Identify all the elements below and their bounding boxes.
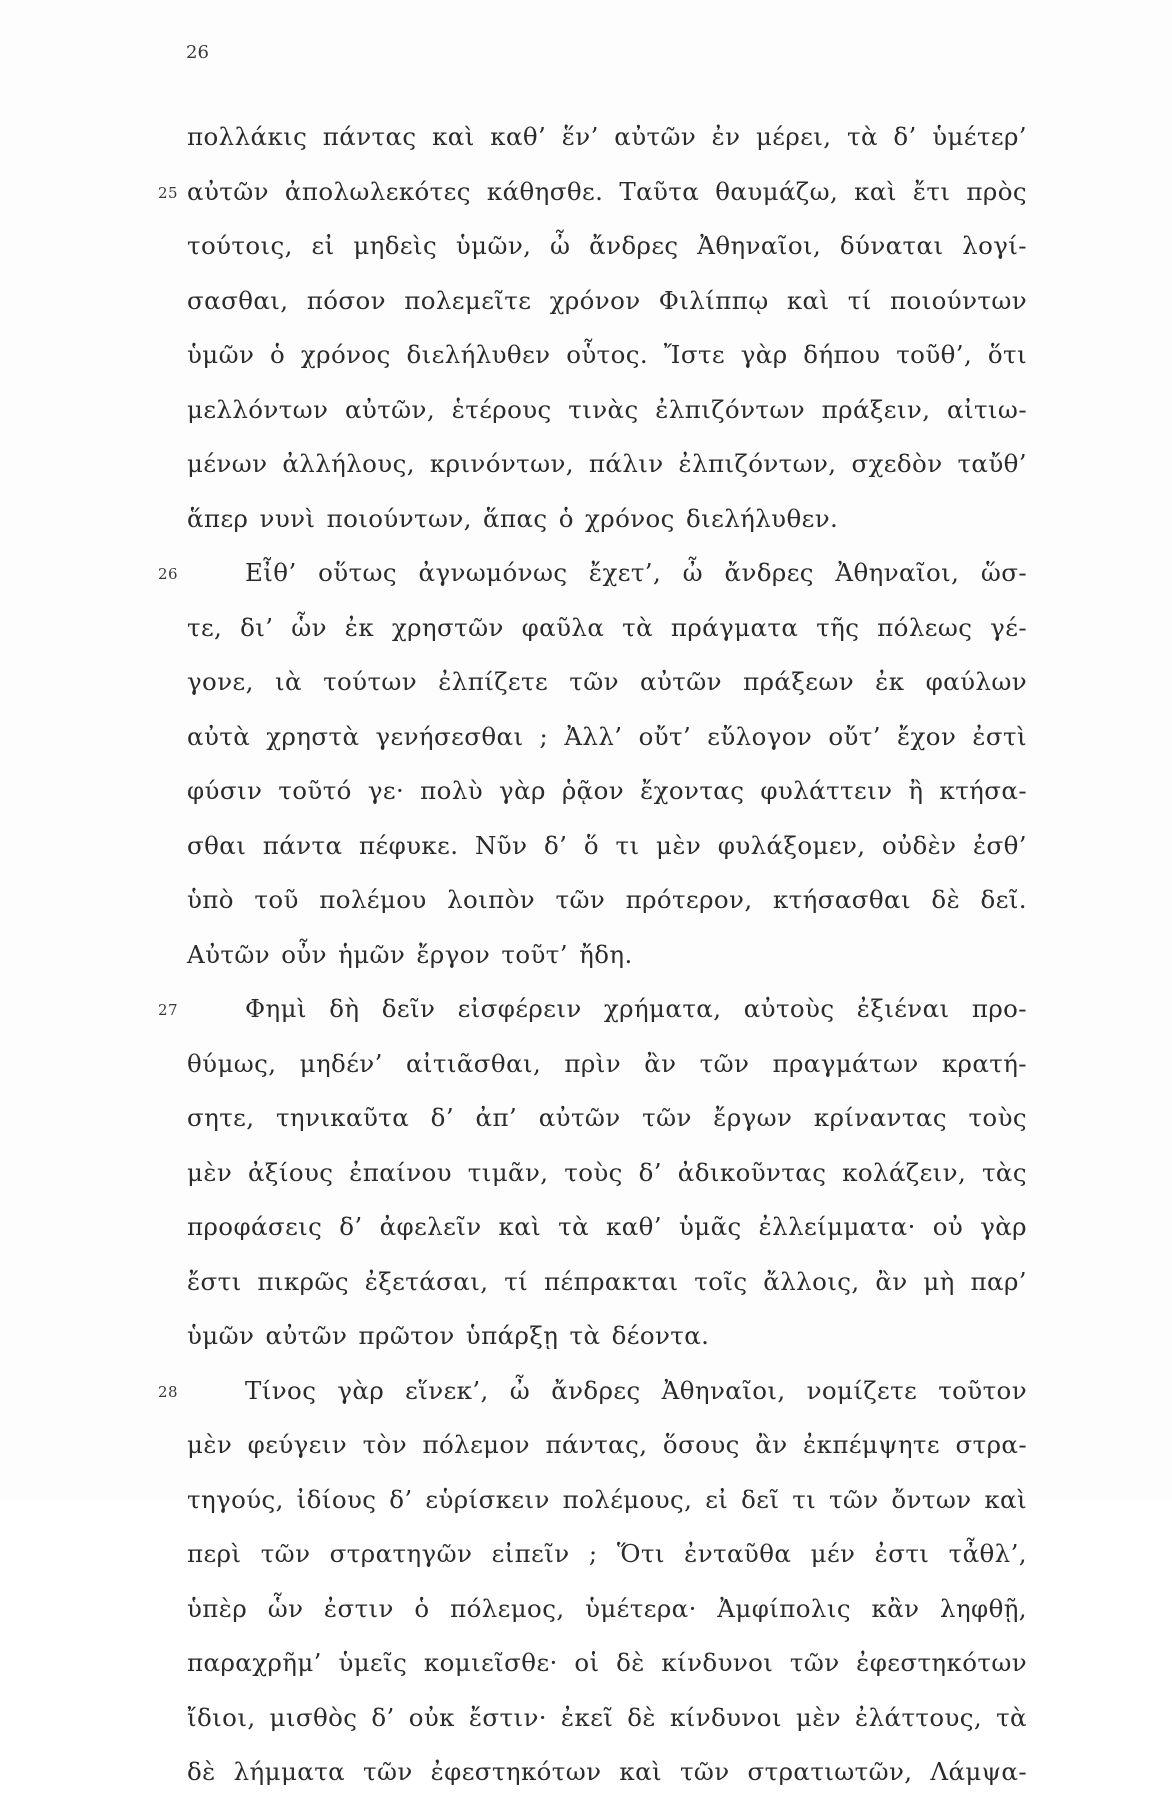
line-text: μελλόντων αὐτῶν, ἑτέρους τινὰς ἐλπιζόντων πράξειν, αἰτιω- <box>187 394 1027 424</box>
section-number: 25 <box>158 183 178 202</box>
section-number: 27 <box>158 1001 178 1019</box>
line-text: τηγούς, ἰδίους δ’ εὑρίσκειν πολέμους, εἰ δεῖ τι τῶν ὄντων καὶ <box>187 1484 1027 1514</box>
section-number: 26 <box>158 565 178 583</box>
paragraph-first-line <box>158 982 1027 1037</box>
line-text: περὶ τῶν στρατηγῶν εἰπεῖν ; Ὅτι ἐνταῦθα μέν ἐστι τἆθλ’, <box>187 1539 1027 1568</box>
text-line <box>187 492 1027 547</box>
line-text: ὑπὸ τοῦ πολέμου λοιπὸν τῶν πρότερον, κτήσασθαι δὲ δεῖ. <box>187 885 1027 914</box>
text-line <box>187 219 1027 274</box>
line-text: αὐτῶν ἀπολωλεκότες κάθησθε. Ταῦτα θαυμάζω, καὶ ἔτι πρὸς <box>187 176 1027 206</box>
text-line <box>187 819 1027 874</box>
line-text: μένων ἀλλήλους, κρινόντων, πάλιν ἐλπιζόντων, σχεδὸν ταὔθ’ <box>187 449 1027 478</box>
page-number: 26 <box>186 42 209 63</box>
line-text: σθαι πάντα πέφυκε. Νῦν δ’ ὅ τι μὲν φυλάξομεν, οὐδὲν ἐσθ’ <box>187 830 1027 860</box>
text-line <box>187 655 1027 710</box>
paragraph-first-line <box>158 1364 1027 1419</box>
text-line <box>187 710 1027 765</box>
line-text: Φημὶ δὴ δεῖν εἰσφέρειν χρήματα, αὐτοὺς ἐξιέναι προ- <box>245 994 1027 1023</box>
line-text: μὲν φεύγειν τὸν πόλεμον πάντας, ὅσους ἂν ἐκπέμψητε στρα- <box>187 1430 1027 1459</box>
line-text: ὑμῶν αὐτῶν πρῶτον ὑπάρξῃ τὰ δέοντα. <box>187 1321 710 1350</box>
line-text: ἴδιοι, μισθὸς δ’ οὐκ ἔστιν· ἐκεῖ δὲ κίνδυνοι μὲν ἐλάττους, τὰ <box>187 1702 1027 1732</box>
line-text: μὲν ἀξίους ἐπαίνου τιμᾶν, τοὺς δ’ ἀδικοῦντας κολάζειν, τὰς <box>187 1157 1027 1187</box>
text-line <box>187 110 1027 165</box>
line-text: προφάσεις δ’ ἀφελεῖν καὶ τὰ καθ’ ὑμᾶς ἐλλείμματα· οὐ γὰρ <box>187 1212 1027 1241</box>
text-line <box>187 1745 1027 1800</box>
line-text: ὑμῶν ὁ χρόνος διελήλυθεν οὗτος. Ἴστε γὰρ δήπου τοῦθ’, ὅτι <box>187 340 1027 369</box>
text-line <box>187 274 1027 329</box>
text-line <box>187 601 1027 656</box>
line-text: σασθαι, πόσον πολεμεῖτε χρόνον Φιλίππῳ καὶ τί ποιούντων <box>187 285 1027 315</box>
text-line <box>187 764 1027 819</box>
section-number: 28 <box>158 1382 178 1401</box>
text-line <box>187 928 1027 983</box>
line-text: πολλάκις πάντας καὶ καθ’ ἕν’ αὐτῶν ἐν μέρει, τὰ δ’ ὑμέτερ’ <box>187 122 1027 151</box>
text-line <box>187 1255 1027 1310</box>
line-text: τε, δι’ ὧν ἐκ χρηστῶν φαῦλα τὰ πράγματα τῆς πόλεως γέ- <box>187 612 1027 642</box>
text-line <box>187 328 1027 383</box>
line-text: ἔστι πικρῶς ἐξετάσαι, τί πέπρακται τοῖς ἄλλοις, ἂν μὴ παρ’ <box>187 1266 1027 1296</box>
line-text: τούτοις, εἰ μηδεὶς ὑμῶν, ὦ ἄνδρες Ἀθηναῖοι, δύναται λογί- <box>187 231 1027 260</box>
text-line <box>187 1091 1027 1146</box>
line-text: θύμως, μηδέν’ αἰτιᾶσθαι, πρὶν ἂν τῶν πραγμάτων κρατή- <box>187 1048 1027 1078</box>
text-line <box>187 1200 1027 1255</box>
paragraph-first-line <box>158 546 1027 601</box>
text-line <box>187 1037 1027 1092</box>
line-text: παραχρῆμ’ ὑμεῖς κομιεῖσθε· οἱ δὲ κίνδυνοι τῶν ἐφεστηκότων <box>187 1648 1027 1677</box>
line-text: σητε, τηνικαῦτα δ’ ἀπ’ αὐτῶν τῶν ἔργων κρίναντας τοὺς <box>187 1103 1027 1132</box>
text-line <box>187 383 1027 438</box>
text-line <box>187 1582 1027 1637</box>
text-line <box>187 1309 1027 1364</box>
line-text: Εἶθ’ οὕτως ἀγνωμόνως ἔχετ’, ὦ ἄνδρες Ἀθηναῖοι, ὥσ- <box>245 558 1027 587</box>
line-text: Τίνος γὰρ εἵνεκ’, ὦ ἄνδρες Ἀθηναῖοι, νομίζετε τοῦτον <box>245 1375 1027 1405</box>
text-line <box>187 1636 1027 1691</box>
line-text: ὑπὲρ ὧν ἐστιν ὁ πόλεμος, ὑμέτερα· Ἀμφίπολις κἂν ληφθῇ, <box>187 1593 1027 1623</box>
line-text: ἅπερ νυνὶ ποιούντων, ἅπας ὁ χρόνος διελήλυθεν. <box>187 503 839 533</box>
line-text: Αὐτῶν οὖν ἡμῶν ἔργον τοῦτ’ ἤδη. <box>187 939 633 969</box>
line-text: αὐτὰ χρηστὰ γενήσεσθαι ; Ἀλλ’ οὔτ’ εὔλογον οὔτ’ ἔχον ἐστὶ <box>187 721 1027 751</box>
line-text: δὲ λήμματα τῶν ἐφεστηκότων καὶ τῶν στρατιωτῶν, Λάμψα- <box>187 1757 1027 1786</box>
greek-text-body <box>158 110 1027 1800</box>
text-line <box>187 1418 1027 1473</box>
text-line <box>187 437 1027 492</box>
text-line <box>187 1146 1027 1201</box>
text-line <box>158 165 1027 220</box>
text-line <box>187 873 1027 928</box>
line-text: φύσιν τοῦτό γε· πολὺ γὰρ ῥᾷον ἔχοντας φυλάττειν ἢ κτήσα- <box>187 776 1027 805</box>
text-line <box>187 1691 1027 1746</box>
line-text: γονε, ‍ιὰ τούτων ἐλπίζετε τῶν αὐτῶν πράξεων ἐκ φαύλων <box>187 667 1027 696</box>
text-line <box>187 1527 1027 1582</box>
